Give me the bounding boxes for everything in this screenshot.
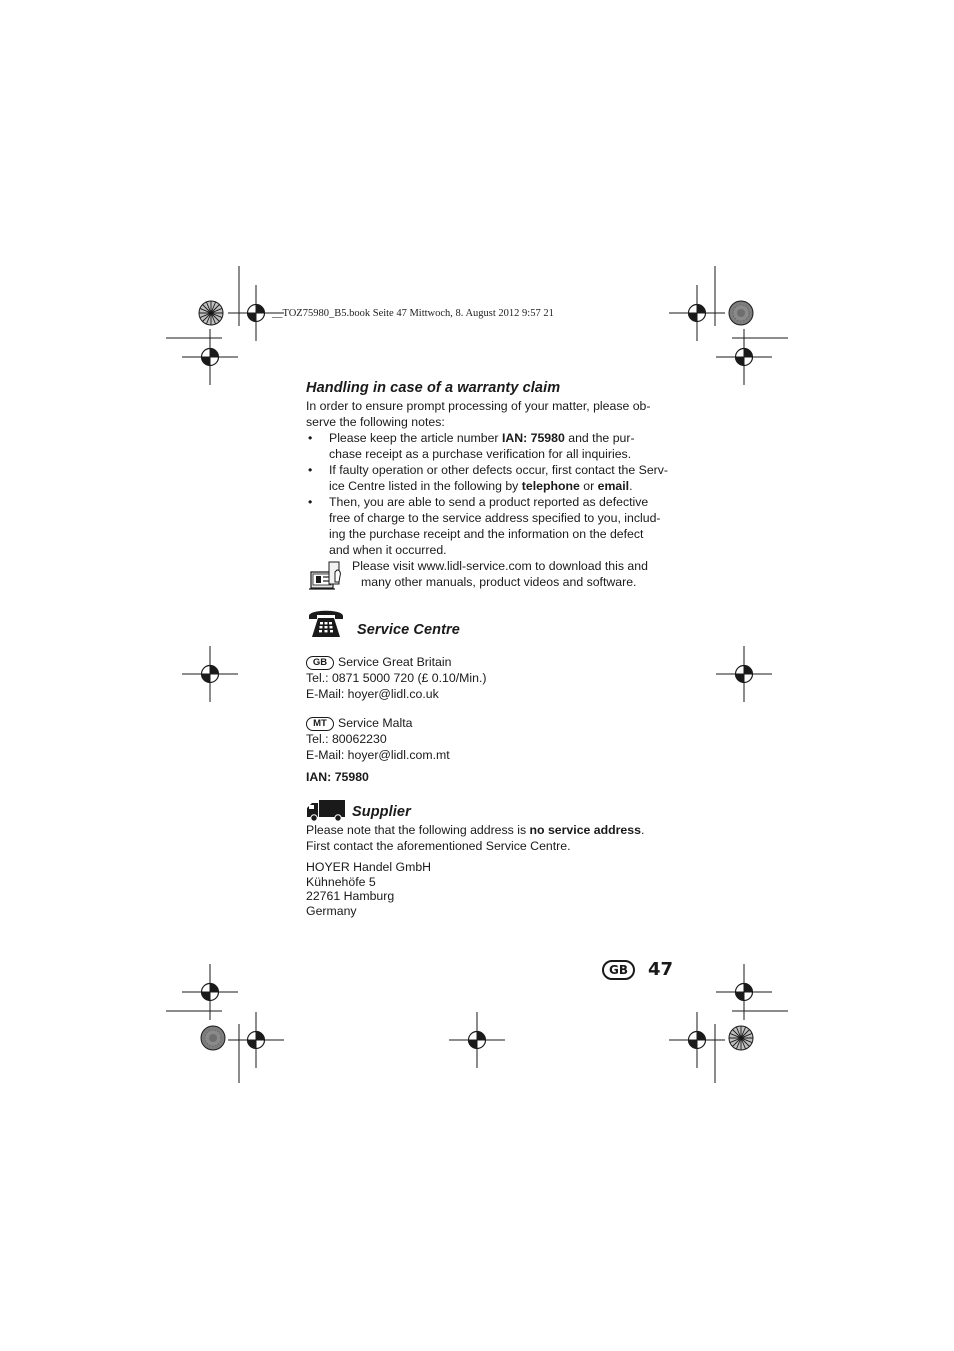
service-gb-name: Service Great Britain bbox=[338, 655, 452, 669]
address-line: HOYER Handel GmbH bbox=[306, 860, 432, 874]
email-bold: email bbox=[597, 479, 630, 493]
service-mt bbox=[306, 715, 678, 763]
warranty-title: Handling in case of a warranty claim bbox=[306, 380, 561, 396]
note3-line1: Then, you are able to send a product reported as defective bbox=[329, 495, 649, 509]
page-number: 47 bbox=[648, 959, 674, 980]
download-info-line2: many other manuals, product videos and software. bbox=[361, 575, 637, 589]
service-mt-email: E-Mail: hoyer@lidl.com.mt bbox=[306, 748, 450, 762]
telephone-bold: telephone bbox=[521, 479, 580, 493]
download-info bbox=[306, 558, 678, 592]
warranty-notes-list bbox=[306, 430, 678, 558]
note1-text-end: and the pur- bbox=[564, 431, 635, 445]
delivery-truck-icon bbox=[306, 800, 346, 822]
address-line: Kühnehöfe 5 bbox=[306, 874, 376, 889]
supplier-note-period: . bbox=[640, 823, 645, 837]
supplier-note-text: Please note that the following address is bbox=[306, 823, 530, 837]
note1-line2: chase receipt as a purchase verification for all inquiries. bbox=[329, 447, 632, 461]
note1-text: Please keep the article number bbox=[329, 431, 502, 445]
warranty-intro-line1: In order to ensure prompt processing of your matter, please ob- bbox=[306, 399, 651, 413]
mt-badge: MT bbox=[306, 717, 334, 731]
service-mt-name: Service Malta bbox=[338, 716, 413, 730]
download-manual-icon bbox=[309, 558, 345, 592]
service-gb bbox=[306, 654, 678, 702]
supplier-title: Supplier bbox=[352, 804, 411, 820]
gb-badge: GB bbox=[306, 656, 334, 670]
note3-line3: ing the purchase receipt and the information on the defect bbox=[329, 527, 644, 541]
supplier-heading bbox=[306, 800, 678, 822]
download-info-text bbox=[352, 558, 682, 590]
note2-or: or bbox=[579, 479, 598, 493]
warranty-note-2 bbox=[306, 462, 678, 494]
note3-line2: free of charge to the service address specified to you, includ- bbox=[329, 511, 661, 525]
warranty-intro bbox=[306, 398, 678, 430]
telephone-icon bbox=[306, 606, 346, 640]
download-info-line1: Please visit www.lidl-service.com to download this and bbox=[352, 559, 648, 573]
supplier-note-line2: First contact the aforementioned Service Centre. bbox=[306, 839, 571, 853]
service-gb-email: E-Mail: hoyer@lidl.co.uk bbox=[306, 687, 439, 701]
warranty-note-3 bbox=[306, 494, 678, 558]
service-centre-title: Service Centre bbox=[357, 622, 460, 638]
service-gb-tel: Tel.: 0871 5000 720 (£ 0.10/Min.) bbox=[306, 671, 487, 685]
article-number: IAN: 75980 bbox=[501, 431, 565, 445]
supplier-note bbox=[306, 822, 678, 854]
warranty-intro-line2: serve the following notes: bbox=[306, 415, 445, 429]
page-footer bbox=[602, 958, 682, 982]
warranty-note-1 bbox=[306, 430, 678, 462]
no-service-address-bold: no service address bbox=[529, 823, 641, 837]
service-centre-heading bbox=[306, 606, 678, 642]
address-line: Germany bbox=[306, 903, 357, 918]
address-line: 22761 Hamburg bbox=[306, 889, 395, 903]
service-mt-tel: Tel.: 80062230 bbox=[306, 732, 387, 746]
note3-line4: and when it occurred. bbox=[329, 543, 447, 557]
supplier-address bbox=[306, 860, 678, 918]
note2-line1: If faulty operation or other defects occur, first contact the Serv- bbox=[329, 463, 669, 477]
service-ian: IAN: 75980 bbox=[306, 770, 369, 784]
footer-gb-badge: GB bbox=[602, 960, 635, 980]
page-content bbox=[306, 378, 678, 918]
note2-line2: ice Centre listed in the following by bbox=[329, 479, 522, 493]
note2-period: . bbox=[629, 479, 633, 493]
print-header-line: __TOZ75980_B5.book Seite 47 Mittwoch, 8. August 2012 9:57 21 bbox=[272, 308, 554, 319]
